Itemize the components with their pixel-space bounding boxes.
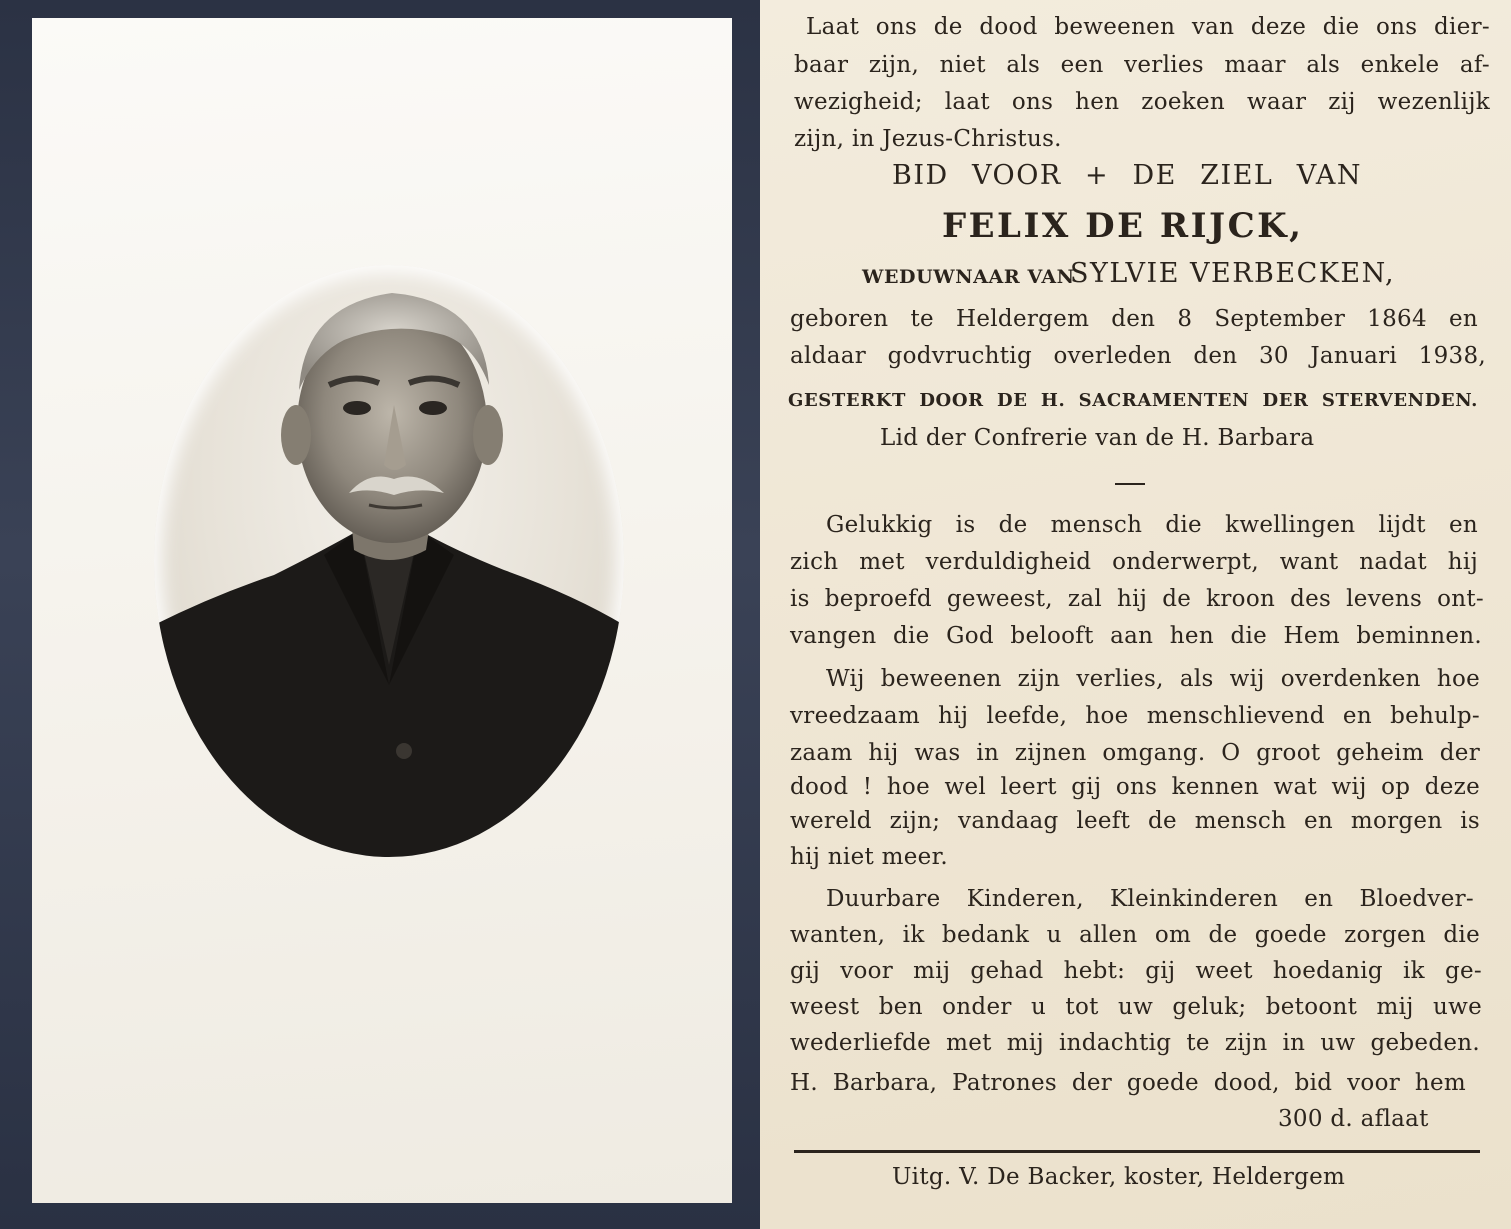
intro-line	[794, 52, 1490, 78]
strengthened-line	[788, 390, 1478, 411]
intro-line-1: Laat ons de dood beweenen van deze die ons dier-	[806, 14, 1490, 40]
para1-line-4: vangen die God belooft aan hen die Hem beminnen.	[790, 623, 1482, 649]
para1-line-2: zich met verduldigheid onderwerpt, want nadat hij	[790, 549, 1478, 575]
para3-line	[790, 1030, 1480, 1056]
intro-line	[794, 89, 1490, 115]
para3-line	[790, 958, 1482, 984]
bid-voor-heading	[892, 160, 1362, 191]
memorial-text-card	[760, 0, 1511, 1229]
born-text: geboren te Heldergem den 8 September 1864 en	[790, 306, 1478, 332]
para3-line-1: Duurbare Kinderen, Kleinkinderen en Bloedver-	[826, 886, 1474, 912]
divider-dash	[1115, 483, 1145, 485]
barbara-text: H. Barbara, Patrones der goede dood, bid voor hem	[790, 1070, 1466, 1096]
para2-line-3: zaam hij was in zijnen omgang. O groot geheim der	[790, 740, 1480, 766]
indulgence-line: 300 d. aflaat	[1278, 1106, 1429, 1132]
para2-line	[790, 740, 1480, 766]
para3-line-5: wederliefde met mij indachtig te zijn in uw gebeden.	[790, 1030, 1480, 1056]
para2-line-4: dood ! hoe wel leert gij ons kennen wat wij op deze	[790, 774, 1480, 800]
para1-line	[826, 512, 1478, 538]
died-line	[790, 343, 1486, 369]
para1-line	[790, 623, 1482, 649]
para2-line-1: Wij beweenen zijn verlies, als wij overdenken hoe	[826, 666, 1480, 692]
para1-line	[790, 549, 1478, 575]
barbara-line	[790, 1070, 1466, 1096]
para1-line	[790, 586, 1484, 612]
para2-line-6: hij niet meer.	[790, 844, 948, 870]
widower-prefix: WEDUWNAAR VAN	[862, 266, 1075, 288]
intro-line-3: wezigheid; laat ons hen zoeken waar zij wezenlijk	[794, 89, 1490, 115]
para3-line-4: weest ben onder u tot uw geluk; betoont mij uwe	[790, 994, 1482, 1020]
widower-name: SYLVIE VERBECKEN,	[1070, 258, 1396, 289]
para3-line	[790, 922, 1480, 948]
deceased-name: FELIX DE RIJCK,	[942, 206, 1304, 246]
para2-line	[790, 703, 1480, 729]
confrerie-line: Lid der Confrerie van de H. Barbara	[880, 425, 1315, 451]
died-text: aldaar godvruchtig overleden den 30 Januari 1938,	[790, 343, 1486, 369]
strengthened-text: GESTERKT DOOR DE H. SACRAMENTEN DER STERVENDEN.	[788, 390, 1478, 411]
photo-card	[32, 18, 732, 1203]
para3-line	[790, 994, 1482, 1020]
para2-line-5: wereld zijn; vandaag leeft de mensch en morgen is	[790, 808, 1480, 834]
para2-line	[790, 774, 1480, 800]
para2-line-2: vreedzaam hij leefde, hoe menschlievend en behulp-	[790, 703, 1480, 729]
publisher-line: Uitg. V. De Backer, koster, Heldergem	[892, 1164, 1346, 1190]
portrait-photo	[154, 265, 624, 857]
para3-line-2: wanten, ik bedank u allen om de goede zorgen die	[790, 922, 1480, 948]
intro-line-4: zijn, in Jezus-Christus.	[794, 126, 1062, 152]
bid-voor-text: BID VOOR + DE ZIEL VAN	[892, 160, 1362, 191]
intro-line	[806, 14, 1490, 40]
para1-line-1: Gelukkig is de mensch die kwellingen lijdt en	[826, 512, 1478, 538]
para3-line	[826, 886, 1474, 912]
para2-line	[790, 808, 1480, 834]
para3-line-3: gij voor mij gehad hebt: gij weet hoedanig ik ge-	[790, 958, 1482, 984]
horizontal-rule	[794, 1150, 1480, 1153]
born-line	[790, 306, 1478, 332]
para2-line	[826, 666, 1480, 692]
para1-line-3: is beproefd geweest, zal hij de kroon des levens ont-	[790, 586, 1484, 612]
intro-line-2: baar zijn, niet als een verlies maar als enkele af-	[794, 52, 1490, 78]
